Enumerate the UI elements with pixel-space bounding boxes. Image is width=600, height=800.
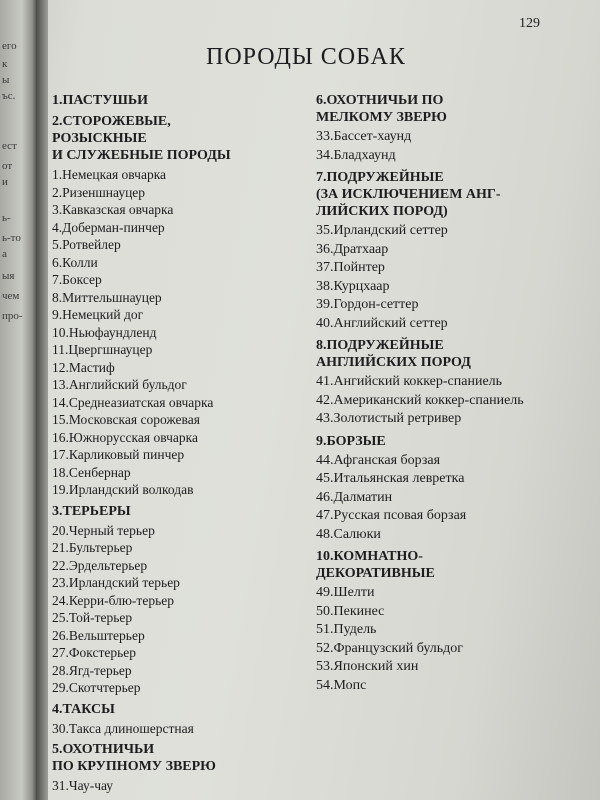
section-heading: 6.ОХОТНИЧЬИ ПО МЕЛКОМУ ЗВЕРЮ — [316, 93, 447, 125]
breed-list-item: 30.Такса длиношерстная — [52, 720, 194, 736]
breed-list-item: 45.Итальянская левретка — [316, 471, 465, 486]
book-gutter — [36, 0, 48, 800]
section-heading: 3.ТЕРЬЕРЫ — [52, 503, 131, 519]
breed-list-item: 12.Мастиф — [52, 359, 115, 375]
breed-list-item: 5.Ротвейлер — [52, 237, 121, 252]
previous-page-text-fragment: чем — [2, 290, 20, 302]
previous-page-text-fragment: ъс. — [2, 90, 16, 102]
breed-list-item: 13.Английский бульдог — [52, 377, 187, 392]
breed-list-item: 10.Ньюфаундленд — [52, 324, 157, 340]
breed-list-item: 1.Немецкая овчарка — [52, 167, 167, 182]
breed-list-item: 29.Скотчтерьер — [52, 680, 141, 695]
breed-list-item: 54.Мопс — [316, 677, 367, 693]
previous-page-text-fragment: а — [2, 248, 7, 260]
breed-list-item: 48.Салюки — [316, 526, 381, 542]
previous-page-text-fragment: ы — [2, 74, 10, 86]
breed-list-item: 21.Бультерьер — [52, 540, 133, 555]
previous-page-text-fragment: и — [2, 176, 8, 188]
breed-list-item: 22.Эрдельтерьер — [52, 557, 148, 573]
section-heading: 8.ПОДРУЖЕЙНЫЕ АНГЛИЙСКИХ ПОРОД — [316, 338, 471, 370]
section-heading: 5.ОХОТНИЧЬИ ПО КРУПНОМУ ЗВЕРЮ — [52, 742, 216, 774]
section-heading: 7.ПОДРУЖЕЙНЫЕ (ЗА ИСКЛЮЧЕНИЕМ АНГ- ЛИЙСКИХ ПОРОД) — [316, 170, 501, 219]
previous-page-text-fragment: к — [2, 58, 8, 70]
breed-list-item: 28.Ягд-терьер — [52, 662, 132, 678]
breed-list-item: 51.Пудель — [316, 622, 377, 637]
breed-list-item: 25.Той-терьер — [52, 610, 133, 625]
previous-page-text-fragment: про- — [2, 310, 23, 322]
breed-list-item: 11.Цвергшнауцер — [52, 342, 153, 357]
breed-list-item: 31.Чау-чау — [52, 778, 114, 793]
breed-list-item: 35.Ирландский сеттер — [316, 223, 448, 238]
breed-list-item: 16.Южнорусская овчарка — [52, 429, 198, 445]
breed-list-item: 34.Бладхаунд — [316, 147, 396, 163]
breed-list-item: 19.Ирландский волкодав — [52, 482, 194, 497]
breed-list-item: 49.Шелти — [316, 585, 375, 600]
previous-page-text-fragment: ь- — [2, 212, 11, 224]
section-heading: 9.БОРЗЫЕ — [316, 433, 386, 449]
breed-list-item: 52.Французский бульдог — [316, 640, 463, 656]
breed-list-item: 27.Фокстерьер — [52, 645, 137, 660]
breed-list-item: 14.Среднеазиатская овчарка — [52, 394, 214, 410]
breed-list-item: 17.Карликовый пинчер — [52, 447, 185, 462]
breed-list-item: 7.Боксер — [52, 272, 102, 287]
previous-page-edge — [0, 0, 36, 800]
breed-list-item: 15.Московская сорожевая — [52, 412, 200, 427]
breed-list-item: 33.Бассет-хаунд — [316, 129, 412, 144]
breed-list-item: 53.Японский хин — [316, 659, 419, 674]
breed-list-item: 23.Ирландский терьер — [52, 575, 180, 590]
breed-list-item: 36.Дратхаар — [316, 241, 389, 257]
breed-list-item: 6.Колли — [52, 254, 98, 270]
section-heading: 10.КОМНАТНО- ДЕКОРАТИВНЫЕ — [316, 549, 435, 581]
previous-page-text-fragment: его — [2, 40, 17, 52]
breed-list-item: 3.Кавказская овчарка — [52, 202, 174, 217]
previous-page-text-fragment: ест — [2, 140, 17, 152]
breed-list-item: 43.Золотистый ретривер — [316, 411, 462, 426]
breed-list-item: 46.Далматин — [316, 489, 393, 505]
right-column — [316, 92, 586, 695]
breed-list-item: 18.Сенбернар — [52, 464, 131, 480]
breed-list-item: 9.Немецкий дог — [52, 307, 144, 322]
breed-list-item: 20.Черный терьер — [52, 522, 155, 538]
previous-page-text-fragment: ь-то — [2, 232, 21, 244]
breed-list-item: 8.Миттельшнауцер — [52, 289, 162, 305]
breed-list-item: 38.Курцхаар — [316, 278, 390, 294]
breed-list-item: 24.Керри-блю-терьер — [52, 592, 174, 608]
previous-page-text-fragment: ыя — [2, 270, 15, 282]
breed-list-item: 26.Вельштерьер — [52, 627, 145, 643]
page-title: ПОРОДЫ СОБАК — [206, 44, 406, 70]
section-heading: 4.ТАКСЫ — [52, 701, 115, 717]
breed-list-item: 41.Ангийский коккер-спаниель — [316, 374, 503, 389]
breed-list-item: 50.Пекинес — [316, 603, 385, 619]
breed-list-item: 37.Пойнтер — [316, 260, 385, 275]
breed-list-item: 40.Английский сеттер — [316, 315, 448, 331]
section-heading: 2.СТОРОЖЕВЫЕ, РОЗЫСКНЫЕ И СЛУЖЕБНЫЕ ПОРОДЫ — [52, 114, 231, 163]
breed-list-item: 39.Гордон-сеттер — [316, 297, 419, 312]
left-column — [52, 92, 292, 795]
previous-page-text-fragment: от — [2, 160, 13, 172]
breed-list-item: 42.Американский коккер-спаниель — [316, 392, 524, 408]
breed-list-item: 44.Афганская борзая — [316, 452, 441, 468]
page-number: 129 — [519, 16, 540, 31]
breed-list-item: 2.Ризеншнауцер — [52, 184, 146, 200]
breed-list-item: 4.Доберман-пинчер — [52, 219, 165, 235]
breed-list-item: 47.Русская псовая борзая — [316, 508, 467, 523]
section-heading: 1.ПАСТУШЬИ — [52, 93, 149, 108]
